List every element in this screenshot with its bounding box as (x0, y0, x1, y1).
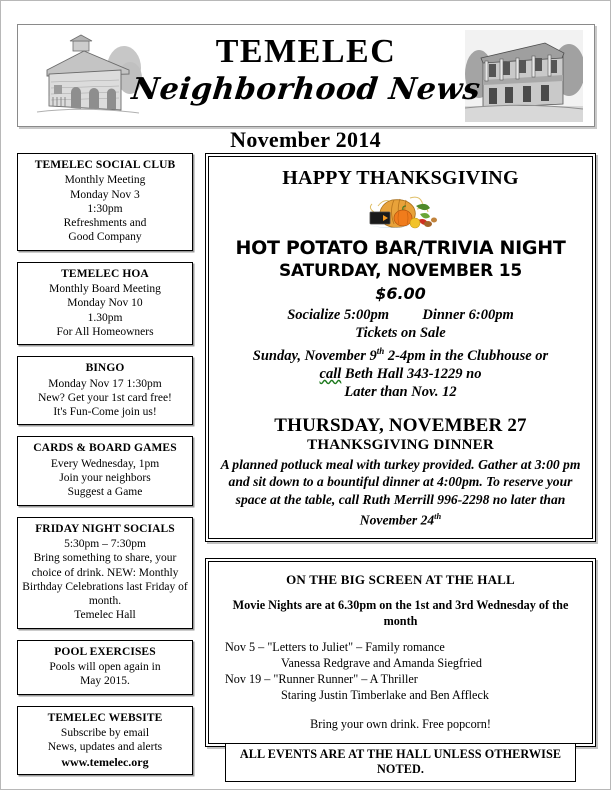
happy-thanksgiving-heading: HAPPY THANKSGIVING (282, 167, 519, 189)
movie-listing-title: Nov 19 – "Runner Runner" – A Thriller (225, 672, 418, 687)
event-price: $6.00 (375, 284, 426, 303)
box-heading: TEMELEC HOA (61, 267, 149, 280)
box-line: Bring something to share, your choice of drink. NEW: Monthly Birthday Celebrations last Friday of month. (22, 552, 188, 608)
event-times (217, 307, 584, 324)
dinner-paragraph-text: A planned potluck meal with turkey provided. Gather at 3:00 pm and sit down to a bountiful dinner at 4:00pm. To reserve your space at the table, call Ruth Merrill 996-2298 no later than November 24 (220, 456, 581, 528)
box-line: 1.30pm (87, 311, 123, 324)
sidebar-box-friday-socials (17, 517, 193, 629)
tickets-sale-details (217, 342, 584, 365)
dinner-time: Dinner 6:00pm (422, 307, 514, 323)
tickets-date-post: 2-4pm in the Clubhouse or (384, 347, 549, 364)
movie-listings (217, 639, 584, 703)
tickets-date-pre: Sunday, November 9 (252, 347, 377, 364)
thanksgiving-date-heading: THURSDAY, NOVEMBER 27 (274, 414, 527, 436)
box-line: Join your neighbors (59, 472, 151, 485)
box-line: Suggest a Game (67, 486, 143, 499)
tickets-on-sale-label: Tickets on Sale (355, 325, 446, 341)
cornucopia-icon (217, 192, 584, 232)
website-url[interactable]: www.temelec.org (61, 754, 149, 769)
ordinal-suffix: th (376, 346, 385, 356)
all-events-notice: ALL EVENTS ARE AT THE HALL UNLESS OTHERWISE NOTED. (225, 743, 576, 782)
thanksgiving-dinner-details (217, 456, 584, 530)
box-line: 1:30pm (87, 202, 123, 215)
masthead-subtitle: Neighborhood News (129, 72, 483, 107)
box-line: Monday Nov 10 (67, 297, 143, 310)
box-line: Good Company (68, 231, 142, 244)
call-word-misspelled: call (319, 365, 342, 382)
box-line: May 2015. (80, 675, 130, 688)
tickets-deadline: Later than Nov. 12 (344, 383, 457, 400)
sidebar-box-social-club (17, 153, 193, 251)
thanksgiving-dinner-heading: THANKSGIVING DINNER (307, 436, 494, 453)
contact-name-phone: Beth Hall 343-1229 no (341, 365, 482, 382)
box-line: Subscribe by email (60, 726, 150, 739)
tickets-call-line (217, 365, 584, 383)
movie-footer-note: Bring your own drink. Free popcorn! (310, 717, 491, 732)
main-content (205, 153, 596, 763)
sidebar-box-hoa (17, 262, 193, 345)
box-line: News, updates and alerts (47, 741, 163, 754)
masthead (17, 24, 595, 127)
issue-date: November 2014 (230, 127, 381, 152)
box-line: Refreshments and (63, 217, 147, 230)
box-line: Every Wednesday, 1pm (50, 457, 160, 470)
box-heading: FRIDAY NIGHT SOCIALS (35, 522, 175, 535)
box-line: New? Get your 1st card free! (38, 391, 172, 404)
sidebar-box-bingo (17, 356, 193, 425)
sidebar-box-pool-exercises (17, 640, 193, 695)
sidebar-box-cards-games (17, 436, 193, 505)
box-line: Monthly Board Meeting (49, 283, 161, 296)
box-line: Pools will open again in (49, 661, 161, 674)
event-title: HOT POTATO BAR/TRIVIA NIGHT (235, 237, 566, 259)
movie-nights-box (205, 558, 596, 747)
box-heading: CARDS & BOARD GAMES (33, 442, 177, 455)
sidebar (17, 153, 193, 786)
movie-listing-cast: Staring Justin Timberlake and Ben Affleck (281, 688, 489, 703)
box-heading: POOL EXERCISES (54, 645, 156, 658)
movie-listing-cast: Vanessa Redgrave and Amanda Siegfried (281, 656, 483, 671)
ordinal-suffix: th (434, 511, 442, 522)
movie-listing-title: Nov 5 – "Letters to Juliet" – Family romance (225, 640, 445, 655)
box-heading: BINGO (85, 362, 125, 375)
movie-box-heading: ON THE BIG SCREEN AT THE HALL (286, 572, 515, 588)
box-line: Temelec Hall (74, 609, 136, 622)
box-line: It's Fun-Come join us! (53, 406, 157, 419)
box-line: For All Homeowners (56, 325, 154, 338)
box-heading: TEMELEC WEBSITE (47, 711, 163, 724)
socialize-time: Socialize 5:00pm (287, 307, 390, 323)
box-line: Monday Nov 3 (70, 188, 140, 201)
box-line: Monthly Meeting (64, 174, 146, 187)
box-line: Monday Nov 17 1:30pm (48, 377, 162, 390)
event-date: SATURDAY, NOVEMBER 15 (278, 261, 523, 281)
box-line: 5:30pm – 7:30pm (64, 537, 146, 550)
masthead-title: TEMELEC (215, 33, 397, 70)
feature-events-box (205, 153, 596, 542)
sidebar-box-website (17, 706, 193, 775)
movie-schedule-note: Movie Nights are at 6.30pm on the 1st and 3rd Wednesday of the month (232, 598, 569, 628)
box-heading: TEMELEC SOCIAL CLUB (34, 159, 176, 171)
